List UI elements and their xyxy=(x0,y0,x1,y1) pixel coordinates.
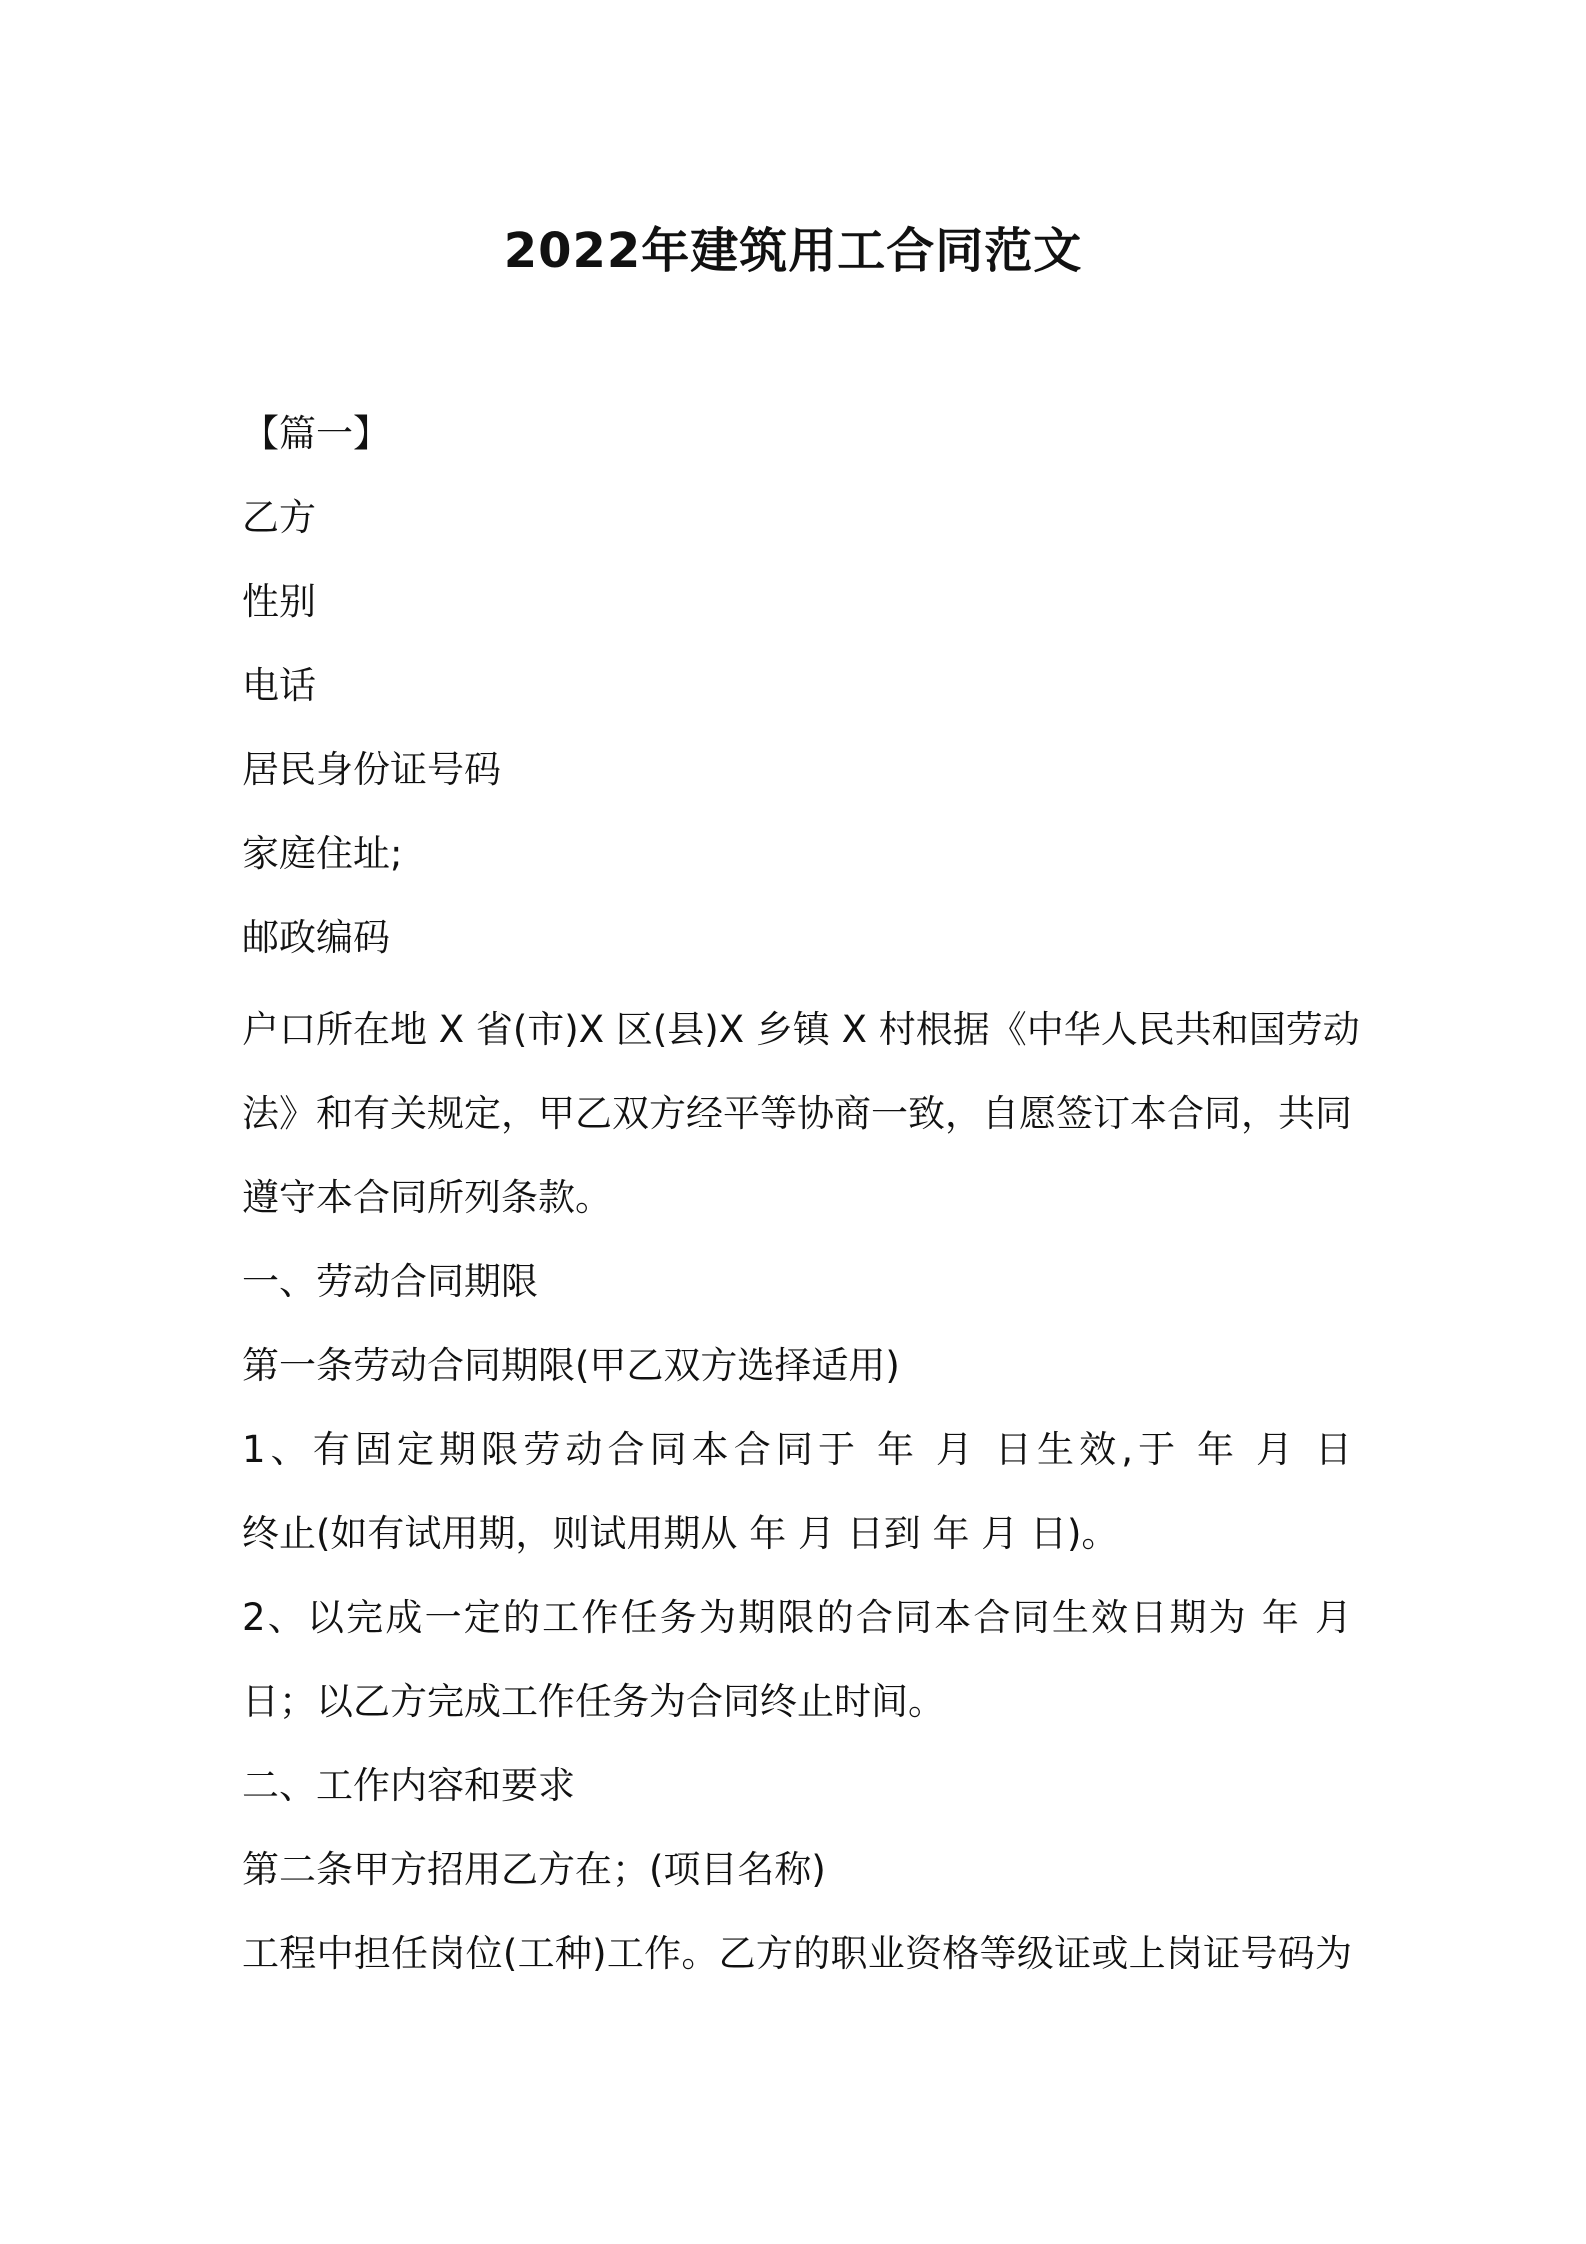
paragraph-line: 日；以乙方完成工作任务为合同终止时间。 xyxy=(242,1680,945,1723)
paragraph-line: 户口所在地 X 省(市)X 区(县)X 乡镇 X 村根据《中华人民共和国劳动 xyxy=(242,1008,1360,1051)
paragraph-line: 遵守本合同所列条款。 xyxy=(242,1176,612,1219)
paragraph-line: 1、有固定期限劳动合同本合同于 年 月 日生效,于 年 月 日 xyxy=(242,1428,1352,1471)
field-label-party-b: 乙方 xyxy=(242,496,316,539)
paragraph-line: 法》和有关规定，甲乙双方经平等协商一致，自愿签订本合同，共同 xyxy=(242,1092,1352,1135)
paragraph-line: 2、以完成一定的工作任务为期限的合同本合同生效日期为 年 月 xyxy=(242,1596,1352,1639)
section-heading: 一、劳动合同期限 xyxy=(242,1260,538,1303)
clause-heading: 第二条甲方招用乙方在；(项目名称) xyxy=(242,1848,826,1891)
field-label-gender: 性别 xyxy=(242,580,316,623)
section-heading: 二、工作内容和要求 xyxy=(242,1764,575,1807)
field-label-phone: 电话 xyxy=(242,664,316,707)
clause-heading: 第一条劳动合同期限(甲乙双方选择适用) xyxy=(242,1344,900,1387)
paragraph-line: 工程中担任岗位(工种)工作。乙方的职业资格等级证或上岗证号码为 xyxy=(242,1932,1352,1975)
field-label-id-number: 居民身份证号码 xyxy=(242,748,501,791)
field-label-postal-code: 邮政编码 xyxy=(242,916,390,959)
section-heading: 【篇一】 xyxy=(242,412,390,455)
paragraph-line: 终止(如有试用期，则试用期从 年 月 日到 年 月 日)。 xyxy=(242,1512,1119,1555)
document-title: 2022年建筑用工合同范文 xyxy=(503,223,1083,279)
field-label-address: 家庭住址; xyxy=(242,832,403,875)
